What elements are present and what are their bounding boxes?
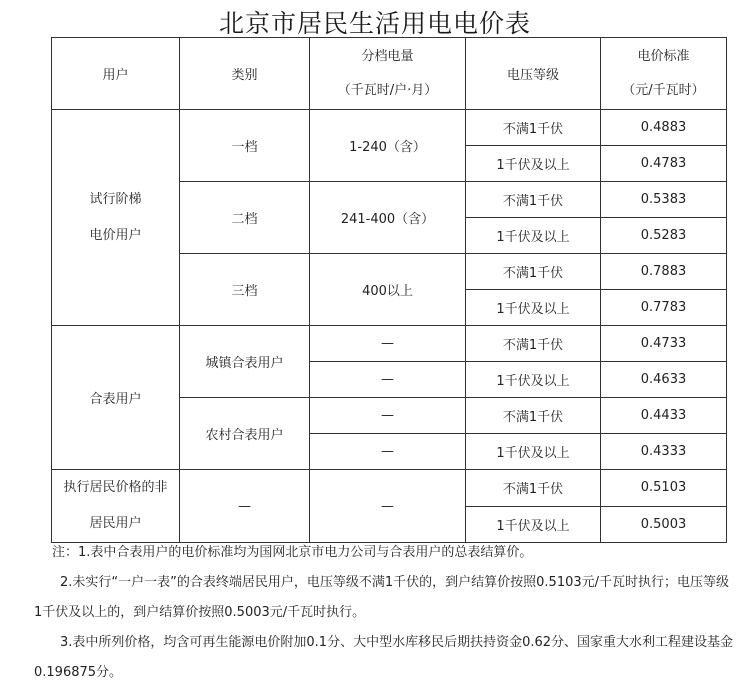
range-dash: — xyxy=(310,326,466,362)
voltage-cell: 1千伏及以上 xyxy=(466,362,601,398)
page-title: 北京市居民生活用电电价表 xyxy=(218,9,531,38)
voltage-cell: 1千伏及以上 xyxy=(466,146,601,182)
tier-category: 二档 xyxy=(180,182,310,254)
header-price-line1: 电价标准 xyxy=(637,48,690,64)
nonresident-category: — xyxy=(180,470,310,543)
nonresident-range: — xyxy=(310,470,466,543)
ladder-user-line2: 电价用户 xyxy=(89,227,142,243)
tier-range: 400以上 xyxy=(310,254,466,326)
voltage-cell: 1千伏及以上 xyxy=(466,290,601,326)
price-cell: 0.7883 xyxy=(601,254,727,290)
voltage-cell: 不满1千伏 xyxy=(466,182,601,218)
tier-category: 三档 xyxy=(180,254,310,326)
price-cell: 0.5103 xyxy=(601,470,727,507)
price-cell: 0.4783 xyxy=(601,146,727,182)
notes-section xyxy=(34,538,734,688)
shared-user-cell: 合表用户 xyxy=(52,326,180,470)
note-3: 3.表中所列价格，均含可再生能源电价附加0.1分、大中型水库移民后期扶持资金0.62分、国家重大水利工程建设基金0.196875分。 xyxy=(34,635,734,680)
voltage-cell: 不满1千伏 xyxy=(466,470,601,507)
tier-category: 一档 xyxy=(180,110,310,182)
price-cell: 0.4733 xyxy=(601,326,727,362)
voltage-cell: 不满1千伏 xyxy=(466,326,601,362)
shared-category: 农村合表用户 xyxy=(180,398,310,470)
header-tier xyxy=(310,38,466,110)
voltage-cell: 1千伏及以上 xyxy=(466,218,601,254)
header-user: 用户 xyxy=(52,38,180,110)
price-cell: 0.4333 xyxy=(601,434,727,470)
nonresident-user-line1: 执行居民价格的非 xyxy=(63,480,168,495)
price-cell: 0.4433 xyxy=(601,398,727,434)
voltage-cell: 不满1千伏 xyxy=(466,398,601,434)
price-cell: 0.5383 xyxy=(601,182,727,218)
range-dash: — xyxy=(310,362,466,398)
voltage-cell: 不满1千伏 xyxy=(466,254,601,290)
price-cell: 0.5283 xyxy=(601,218,727,254)
header-voltage: 电压等级 xyxy=(466,38,601,110)
price-cell: 0.7783 xyxy=(601,290,727,326)
tier-range: 1-240（含） xyxy=(310,110,466,182)
nonresident-user-line2: 居民用户 xyxy=(89,516,142,531)
range-dash: — xyxy=(310,434,466,470)
voltage-cell: 不满1千伏 xyxy=(466,110,601,146)
note-2: 2.未实行“一户一表”的合表终端居民用户，电压等级不满1千伏的，到户结算价按照0.5103元/千瓦时执行；电压等级1千伏及以上的，到户结算价按照0.5003元/千瓦时执行。 xyxy=(34,575,730,620)
voltage-cell: 1千伏及以上 xyxy=(466,506,601,543)
header-price-line2: （元/千瓦时） xyxy=(622,82,705,98)
price-cell: 0.4633 xyxy=(601,362,727,398)
table-row xyxy=(52,326,727,362)
table-row xyxy=(52,470,727,507)
table-header-row xyxy=(52,38,727,110)
header-tier-line1: 分档电量 xyxy=(361,48,414,64)
tier-range: 241-400（含） xyxy=(310,182,466,254)
ladder-user-cell xyxy=(52,110,180,326)
price-cell: 0.5003 xyxy=(601,506,727,543)
shared-category: 城镇合表用户 xyxy=(180,326,310,398)
note-1: 注：1.表中合表用户的电价标准均为国网北京市电力公司与合表用户的总表结算价。 xyxy=(52,545,533,560)
voltage-cell: 1千伏及以上 xyxy=(466,434,601,470)
header-category: 类别 xyxy=(180,38,310,110)
electricity-price-table xyxy=(51,37,727,543)
table-row xyxy=(52,110,727,146)
price-cell: 0.4883 xyxy=(601,110,727,146)
ladder-user-line1: 试行阶梯 xyxy=(89,191,142,207)
nonresident-user-cell xyxy=(52,470,180,543)
header-price xyxy=(601,38,727,110)
header-tier-line2: （千瓦时/户·月） xyxy=(337,82,438,98)
range-dash: — xyxy=(310,398,466,434)
